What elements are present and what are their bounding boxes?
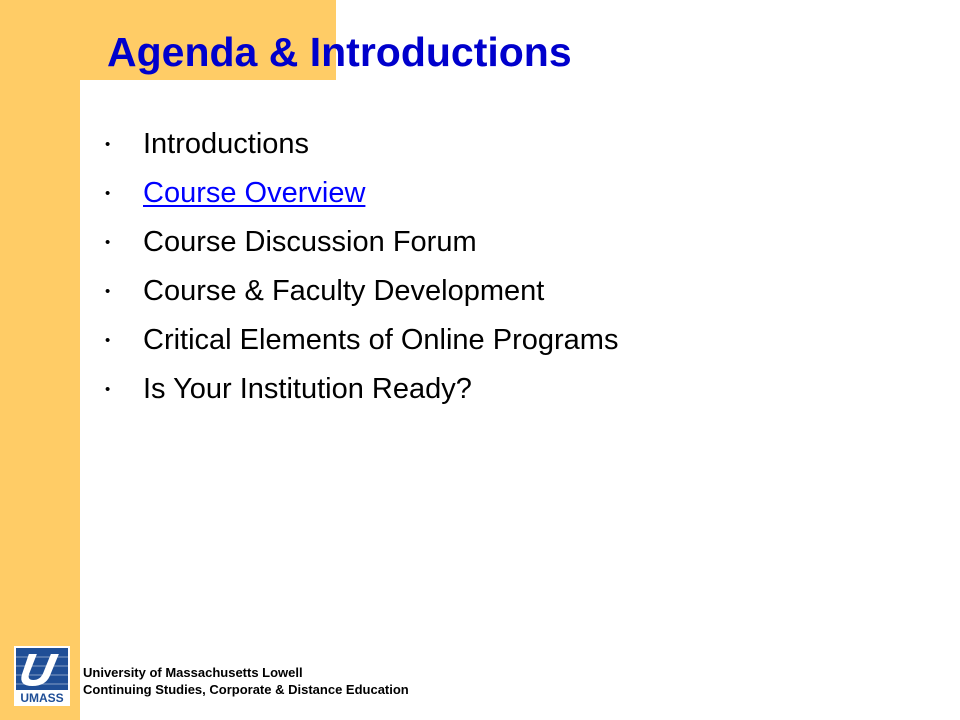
agenda-item-label: Critical Elements of Online Programs — [143, 324, 619, 356]
bullet-icon: • — [105, 136, 111, 153]
agenda-item-course-overview — [105, 169, 618, 218]
bullet-icon: • — [105, 185, 111, 202]
agenda-item-label: Introductions — [143, 128, 310, 160]
agenda-item-institution-ready — [105, 365, 618, 414]
umass-logo-icon — [14, 646, 70, 706]
bullet-icon: • — [105, 332, 111, 349]
agenda-item-label: Is Your Institution Ready? — [143, 373, 472, 405]
course-overview-link[interactable]: Course Overview — [143, 177, 366, 209]
left-accent-band — [0, 0, 80, 720]
bullet-icon: • — [105, 283, 111, 300]
bullet-icon: • — [105, 381, 111, 398]
agenda-item-introductions — [105, 120, 618, 169]
slide-title: Agenda & Introductions — [107, 29, 572, 75]
agenda-item-label: Course Discussion Forum — [143, 226, 477, 258]
agenda-item-faculty-development — [105, 267, 618, 316]
bullet-icon: • — [105, 234, 111, 251]
agenda-item-label: Course & Faculty Development — [143, 275, 545, 307]
logo-label: UMASS — [20, 691, 64, 705]
footer-line-university: University of Massachusetts Lowell — [83, 665, 303, 680]
agenda-list — [105, 120, 618, 414]
agenda-item-critical-elements — [105, 316, 618, 365]
footer-institution — [83, 664, 409, 698]
footer-line-department: Continuing Studies, Corporate & Distance Education — [83, 682, 409, 697]
agenda-item-discussion-forum — [105, 218, 618, 267]
